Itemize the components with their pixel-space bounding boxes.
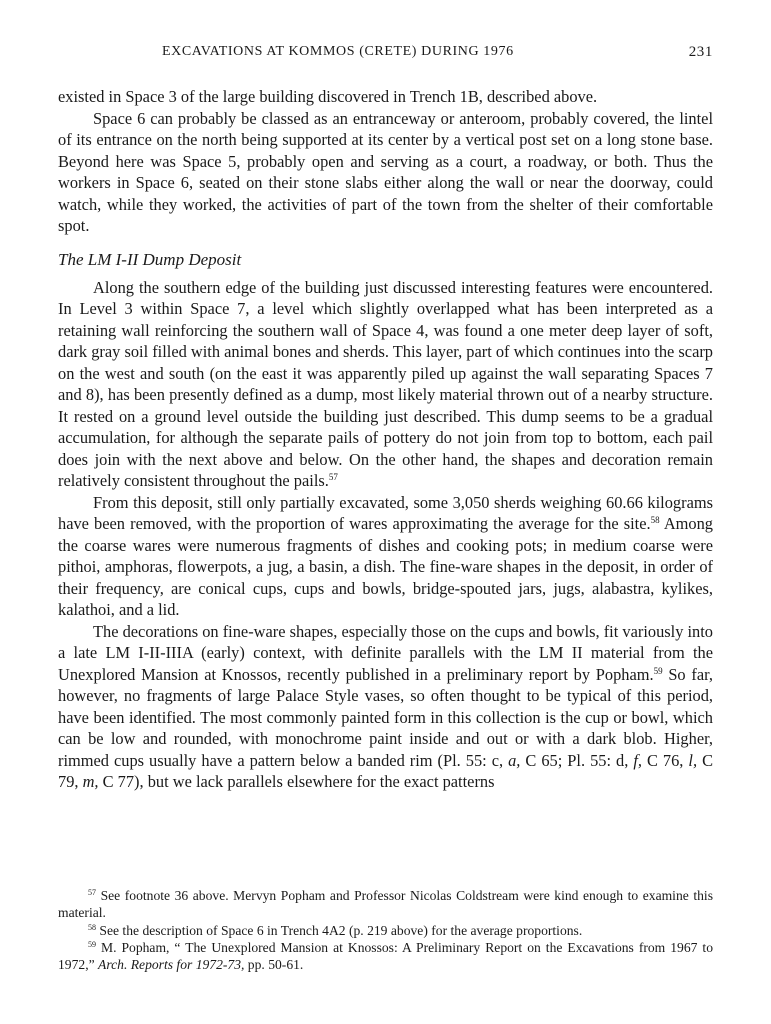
plate-ref-m: m,	[82, 772, 99, 791]
paragraph-4-text-b: Among the coarse wares were numerous fragments of dishes and cooking pots; in medium coarse were pithoi, amphoras, flowerpots, a jug, a basin, a dish. The fine-ware shapes in the deposit, in order of their frequency, are conical cups, cups and bowls, bridge-spouted jars, jugs, alabastra, kylikes, kalathoi, and a lid.	[58, 514, 713, 619]
footnote-59	[58, 939, 713, 974]
section-heading: The LM I-II Dump Deposit	[58, 249, 242, 269]
footnote-57-text: See footnote 36 above. Mervyn Popham and Professor Nicolas Coldstream were kind enough to examine this material.	[58, 888, 713, 921]
footnote-ref-57[interactable]: 57	[328, 472, 338, 482]
paragraph-4	[58, 492, 713, 621]
paragraph-5-text-a: The decorations on fine-ware shapes, especially those on the cups and bowls, fit variously into a late LM I-II-IIIA (early) context, with definite parallels with the LM II material from the Unexplored Mansion at Knossos, recently published in a preliminary report by Popham.	[58, 621, 713, 684]
plate-ref-f: f,	[633, 750, 642, 770]
paragraph-4-text-a: From this deposit, still only partially excavated, some 3,050 sherds weighing 60.66 kilograms have been removed, with the proportion of wares approximating the average for the site.	[58, 492, 713, 533]
paragraph-3-text: Along the southern edge of the building just discussed interesting features were encountered. In Level 3 within Space 7, a level which slightly overlapped what has been interpreted as a retaining wall reinforcing the southern wall of Space 4, was found a one meter deep layer of soft, dark gray soil filled with animal bones and sherds. This layer, part of which continues into the scarp on the west and south (on the east it was apparently piled up against the wall separating Spaces 7 and 8), has been presently defined as a dump, most likely material thrown out of a nearby structure. It rested on a ground level outside the building just described. This dump seems to be a gradual accumulation, for although the separate pails of pottery do not join from top to bottom, each pail does join with the next above and below. On the other hand, the shapes and decoration remain relatively consistent throughout the pails.	[58, 277, 713, 490]
footnote-ref-59[interactable]: 59	[653, 665, 663, 676]
paragraph-5-text-c2: C 76,	[641, 750, 689, 770]
footnote-59-journal: Arch. Reports for 1972-73,	[98, 957, 245, 973]
footnote-59-text-a: M. Popham, “ The Unexplored Mansion at Knossos: A Preliminary Report on the Excavations from 1967 to 1972,”	[58, 939, 713, 973]
paragraph-5	[58, 621, 713, 793]
page-number: 231	[688, 44, 713, 60]
main-text	[58, 86, 713, 793]
footnote-58-text: See the description of Space 6 in Trench 4A2 (p. 219 above) for the average proportions.	[99, 922, 583, 938]
footnotes	[58, 887, 713, 973]
paragraph-5-text-c4: C 77), but we lack parallels elsewhere for the exact patterns	[98, 772, 495, 791]
footnote-59-text-b: pp. 50-61.	[244, 957, 304, 973]
plate-ref-l: l,	[688, 750, 698, 770]
paragraph-5-text-b: So far, however, no fragments of large Palace Style vases, so often thought to be typical of this period, have been identified. The most commonly painted form in this collection is the cup or bowl, which can be low and rounded, with monochrome paint inside and out or with a dark blob. Higher, rimmed cups usually have a pattern below a banded rim (Pl. 55: c,	[58, 664, 713, 770]
footnote-59-number: 59	[88, 939, 96, 949]
running-header	[58, 44, 713, 66]
footnote-57-number: 57	[88, 888, 96, 897]
plate-ref-a: a,	[508, 750, 521, 770]
paragraph-2: Space 6 can probably be classed as an entranceway or anteroom, probably covered, the lintel of its entrance on the north being supported at its center by a vertical post set on a long stone base. Beyond here was Space 5, probably open and serving as a court, a roadway, or both. Thus the workers in Space 6, seated on their stone slabs either along the wall or near the doorway, could watch, while they worked, the activities of part of the town from the shelter of their comfortable spot.	[58, 108, 713, 235]
footnote-ref-58[interactable]: 58	[650, 515, 660, 525]
footnote-57	[58, 887, 713, 922]
paragraph-1: existed in Space 3 of the large building discovered in Trench 1B, described above.	[58, 87, 598, 106]
footnote-58-number: 58	[88, 922, 96, 932]
paragraph-5-text-c1: C 65; Pl. 55: d,	[520, 750, 634, 770]
running-title: EXCAVATIONS AT KOMMOS (CRETE) DURING 1976	[162, 44, 514, 59]
paragraph-3	[58, 277, 713, 492]
paragraph-5-text-c3: C 79,	[58, 750, 713, 791]
footnote-58	[58, 922, 713, 939]
